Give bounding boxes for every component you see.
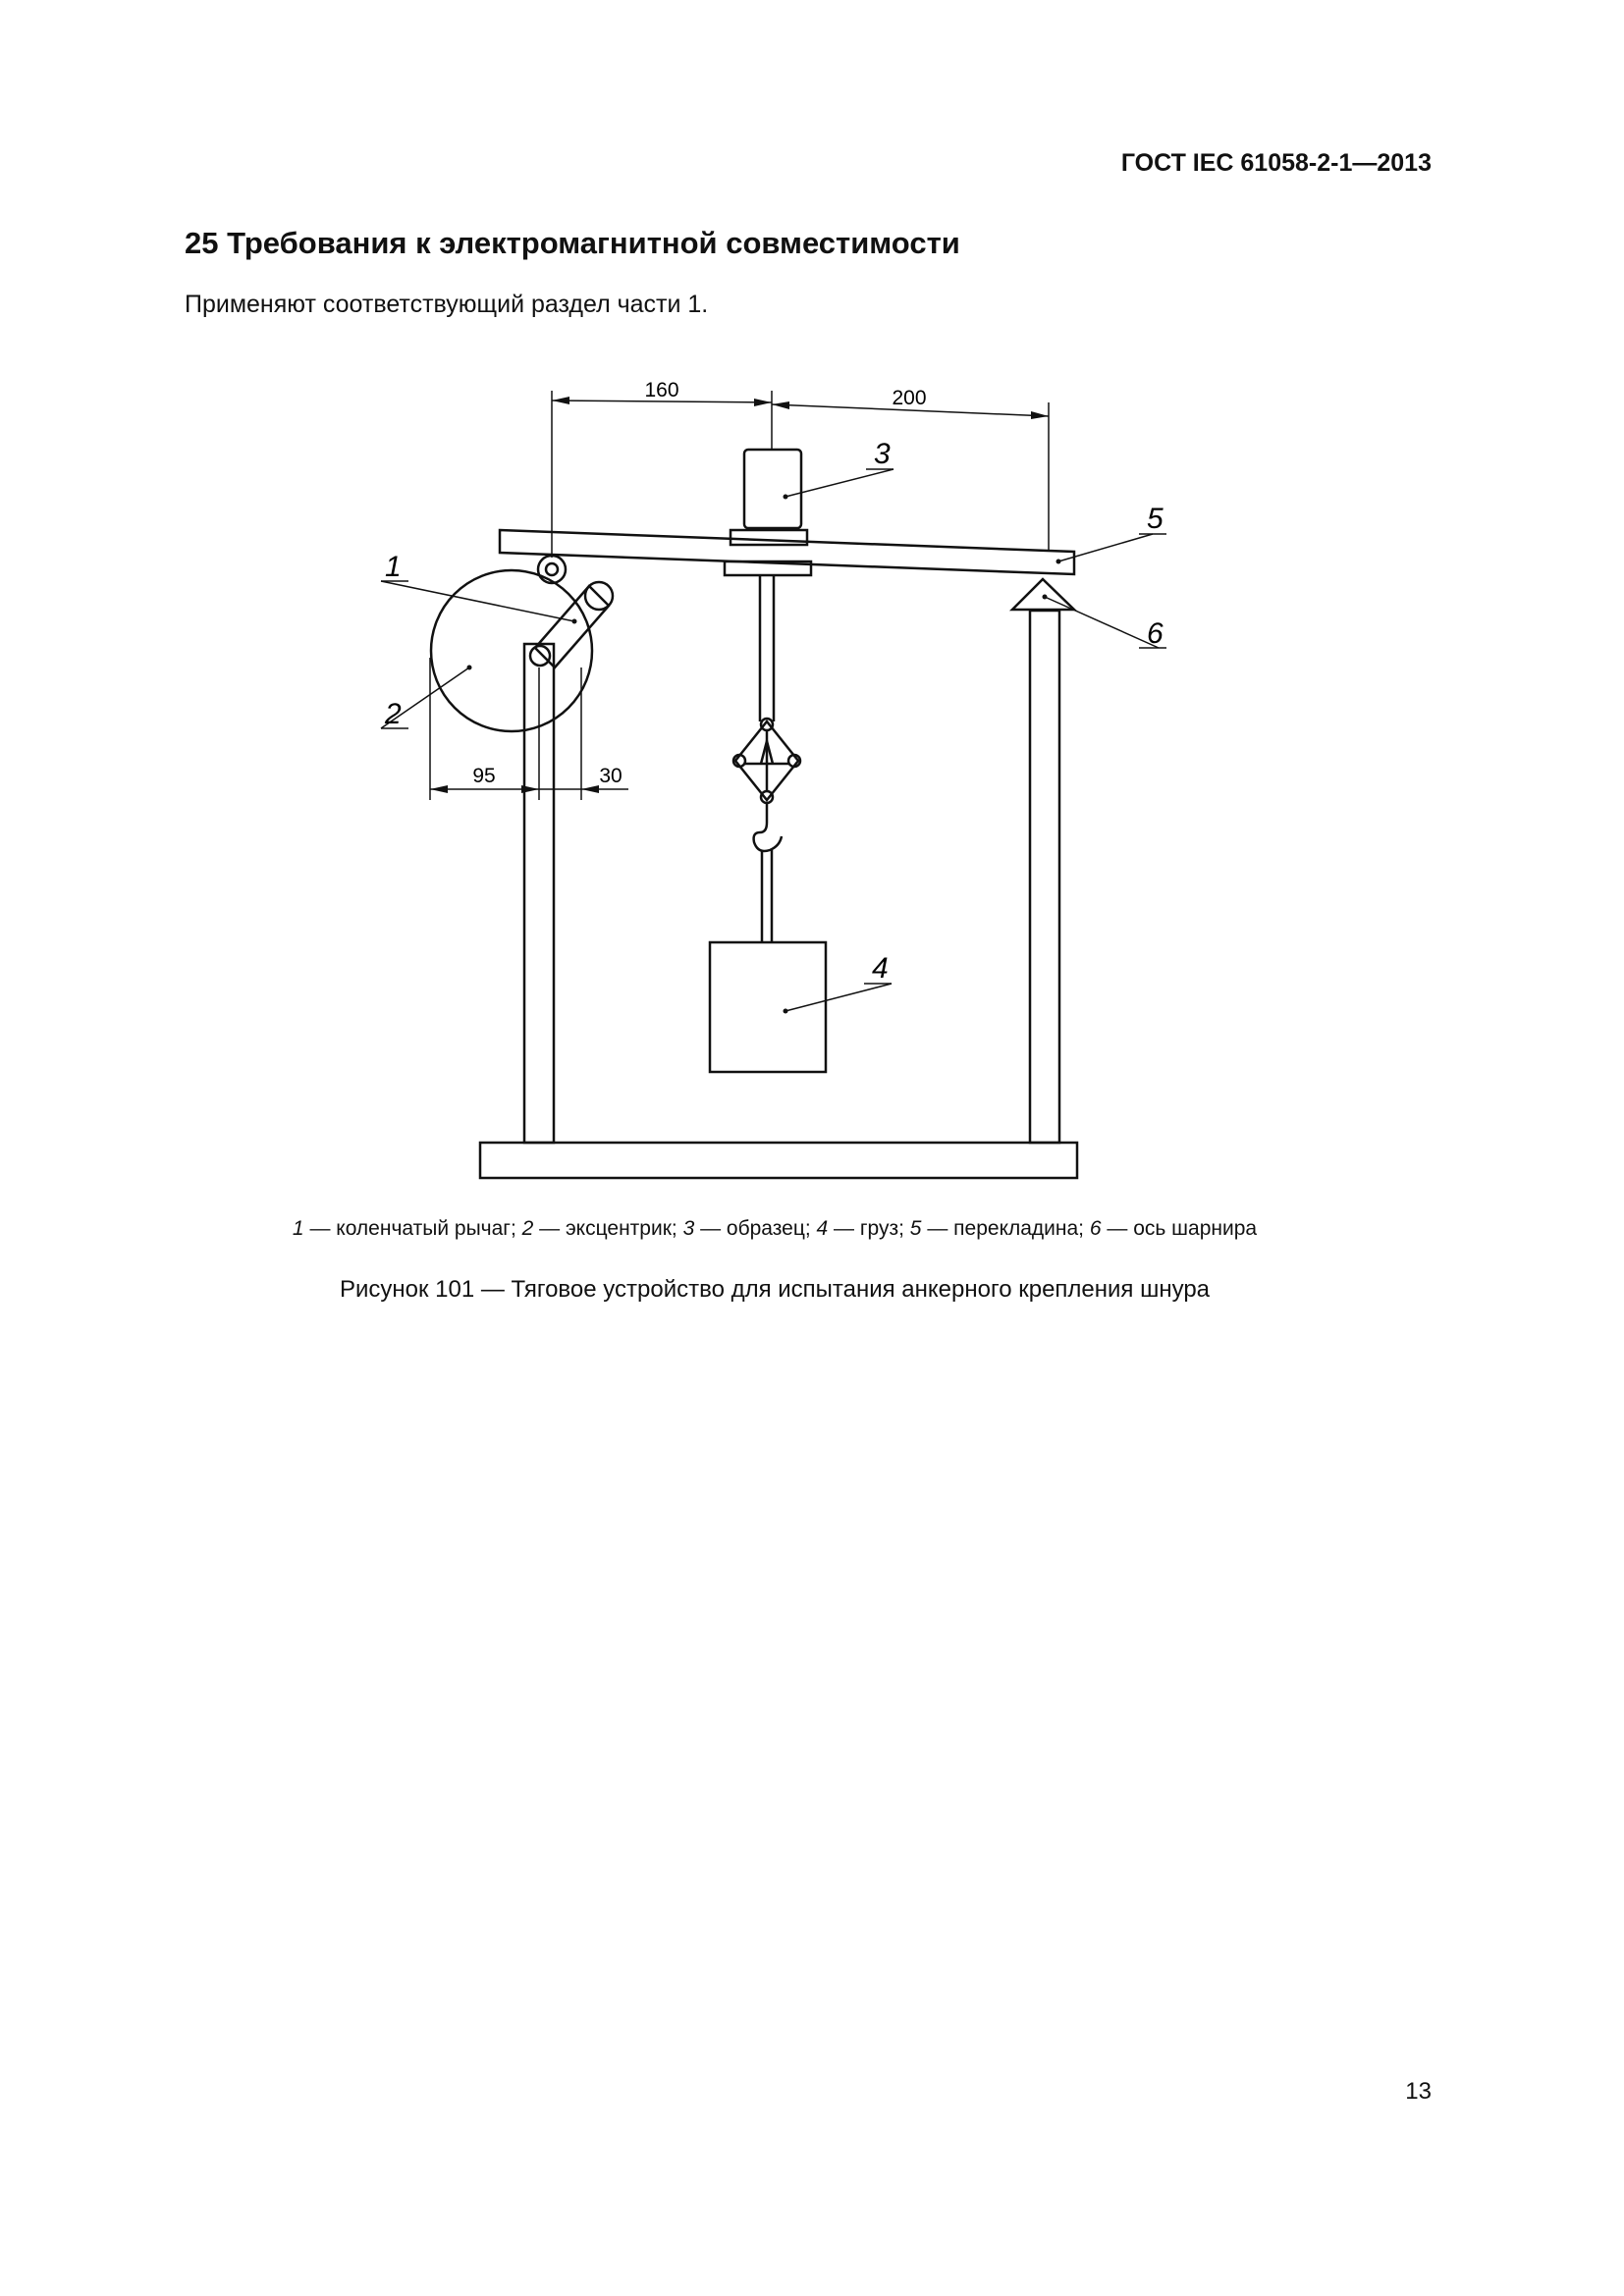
dimension-95: 95	[472, 765, 496, 787]
callout-5: 5	[1147, 503, 1164, 535]
dimension-200: 200	[892, 387, 927, 409]
legend-text: — эксцентрик;	[533, 1217, 683, 1240]
callout-2: 2	[385, 698, 402, 730]
legend-text: — ось шарнира	[1101, 1217, 1258, 1240]
section-title: 25 Требования к электромагнитной совместимости	[185, 226, 960, 260]
figure-caption: Рисунок 101 — Тяговое устройство для испытания анкерного крепления шнура	[339, 1276, 1211, 1303]
standard-code: ГОСТ IEC 61058-2-1—2013	[1120, 149, 1432, 177]
callout-3: 3	[874, 438, 891, 470]
crossbar	[500, 530, 1074, 574]
dimension-160: 160	[644, 379, 679, 401]
legend-num: 3	[682, 1217, 695, 1240]
legend-num: 2	[521, 1217, 534, 1240]
right-post	[1030, 611, 1059, 1143]
callout-4: 4	[872, 952, 889, 985]
dimension-30: 30	[599, 765, 623, 787]
figure-legend	[0, 1217, 1549, 1241]
callout-6: 6	[1147, 617, 1164, 650]
legend-text: — перекладина;	[921, 1217, 1090, 1240]
legend-text: — коленчатый рычаг;	[303, 1217, 522, 1240]
weight	[710, 942, 826, 1072]
pivot-axis	[1012, 579, 1074, 610]
specimen	[744, 450, 801, 528]
legend-text: — груз;	[828, 1217, 910, 1240]
legend-num: 5	[909, 1217, 922, 1240]
hook	[754, 803, 782, 851]
section-text: Применяют соответствующий раздел части 1.	[185, 291, 709, 318]
legend-num: 6	[1089, 1217, 1102, 1240]
specimen-plate	[731, 530, 807, 545]
callout-1: 1	[385, 551, 402, 583]
crank-pivot	[530, 646, 550, 666]
base-plate	[480, 1143, 1077, 1178]
legend-text: — образец;	[694, 1217, 817, 1240]
page-number: 13	[1405, 2078, 1432, 2105]
legend-num: 1	[292, 1217, 304, 1240]
legend-num: 4	[816, 1217, 829, 1240]
